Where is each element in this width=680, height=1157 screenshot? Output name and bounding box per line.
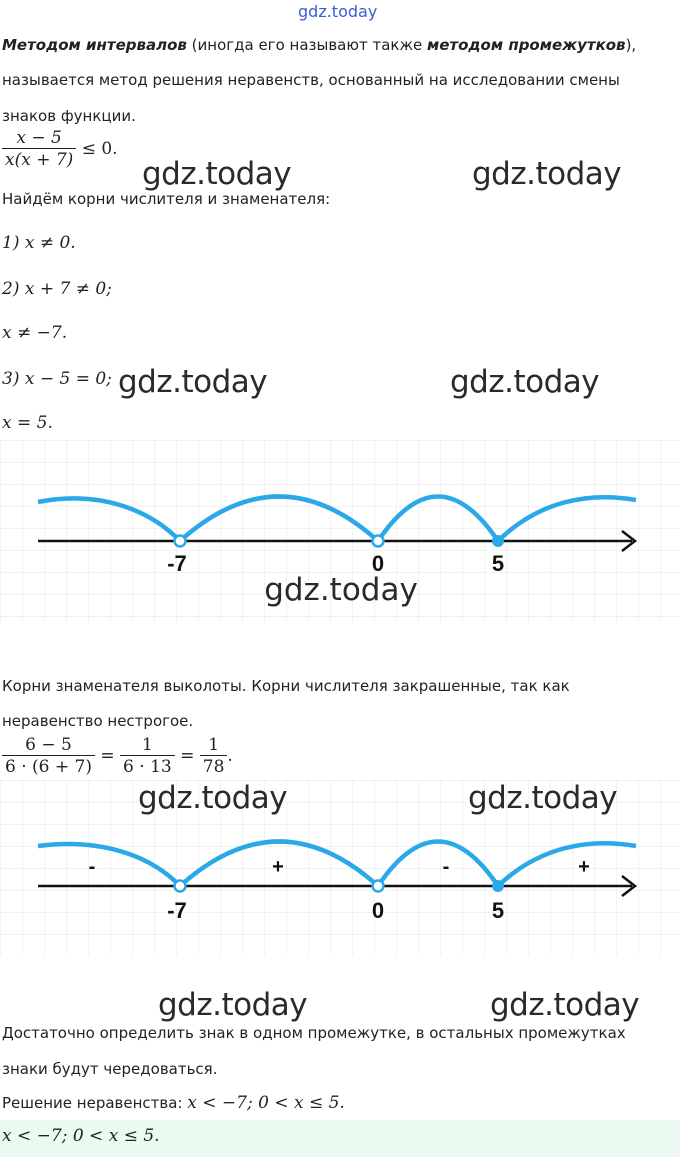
calc-denominator-3: 78	[202, 757, 225, 777]
filled-point-5	[492, 880, 504, 892]
calc-numerator-2: 1	[120, 735, 175, 756]
watermark: gdz.today	[118, 364, 268, 400]
intro-text-1: (иногда его называют также	[186, 36, 427, 54]
watermark: gdz.today	[142, 156, 292, 192]
solution-expression: x < −7; 0 < x ≤ 5.	[187, 1093, 345, 1113]
intro-text-2: ),	[625, 36, 637, 54]
term-interval-method: Методом интервалов	[2, 36, 187, 54]
calc-end: .	[227, 746, 233, 766]
sign-label: +	[578, 856, 590, 878]
step-2: 2) x + 7 ≠ 0;	[2, 279, 112, 299]
roots-heading: Найдём корни числителя и знаменателя:	[2, 190, 331, 208]
alt-line-1: Достаточно определить знак в одном промежутке, в остальных промежутках	[2, 1024, 626, 1042]
calc-numerator-1: 6 − 5	[2, 735, 95, 756]
tick-label: 5	[491, 551, 505, 576]
note-line-1: Корни знаменателя выколоты. Корни числителя закрашенные, так как	[2, 677, 570, 695]
watermark: gdz.today	[472, 156, 622, 192]
calc-denominator-1: 6 · (6 + 7)	[5, 757, 92, 777]
step-5: x = 5.	[2, 413, 53, 433]
inequality	[2, 128, 118, 171]
tick-label: 0	[371, 898, 385, 923]
tick-label: 5	[491, 898, 505, 923]
watermark: gdz.today	[264, 572, 418, 608]
sign-label: -	[442, 856, 450, 878]
intro-line-2: называется метод решения неравенств, основанный на исследовании смены	[2, 71, 620, 89]
step-1: 1) x ≠ 0.	[2, 233, 76, 253]
tick-label: -7	[167, 551, 187, 576]
open-point-minus7	[175, 881, 186, 892]
inequality-numerator: x − 5	[2, 128, 76, 149]
inequality-relation: ≤ 0.	[81, 139, 118, 159]
answer-expression: x < −7; 0 < x ≤ 5.	[2, 1126, 160, 1146]
header-watermark: gdz.today	[298, 2, 378, 21]
tick-label: -7	[167, 898, 187, 923]
equals-sign: =	[180, 746, 195, 766]
open-point-minus7	[175, 536, 186, 547]
calc-fraction-1	[2, 735, 95, 778]
answer-box	[0, 1120, 680, 1157]
equals-sign: =	[100, 746, 115, 766]
calculation	[2, 735, 233, 778]
number-line-graph-1	[0, 440, 680, 622]
calc-fraction-3	[200, 735, 228, 778]
calc-numerator-3: 1	[200, 735, 228, 756]
solution-label: Решение неравенства:	[2, 1094, 183, 1112]
solution-line	[2, 1093, 345, 1113]
inequality-fraction	[2, 128, 76, 171]
open-point-0	[373, 881, 384, 892]
watermark: gdz.today	[468, 780, 618, 816]
intro-line-3: знаков функции.	[2, 107, 136, 125]
step-3: x ≠ −7.	[2, 323, 68, 343]
filled-point-5	[492, 535, 504, 547]
calc-denominator-2: 6 · 13	[123, 757, 172, 777]
watermark: gdz.today	[138, 780, 288, 816]
tick-label: 0	[371, 551, 385, 576]
term-gap-method: методом промежутков	[427, 36, 626, 54]
watermark: gdz.today	[490, 987, 640, 1023]
alt-line-2: знаки будут чередоваться.	[2, 1060, 218, 1078]
watermark: gdz.today	[450, 364, 600, 400]
step-4: 3) x − 5 = 0;	[2, 369, 112, 389]
inequality-denominator: x(x + 7)	[5, 150, 74, 170]
open-point-0	[373, 536, 384, 547]
intro-line-1	[2, 36, 636, 54]
calc-fraction-2	[120, 735, 175, 778]
sign-label: +	[272, 856, 284, 878]
sign-label: -	[88, 856, 96, 878]
note-line-2: неравенство нестрогое.	[2, 712, 194, 730]
watermark: gdz.today	[158, 987, 308, 1023]
